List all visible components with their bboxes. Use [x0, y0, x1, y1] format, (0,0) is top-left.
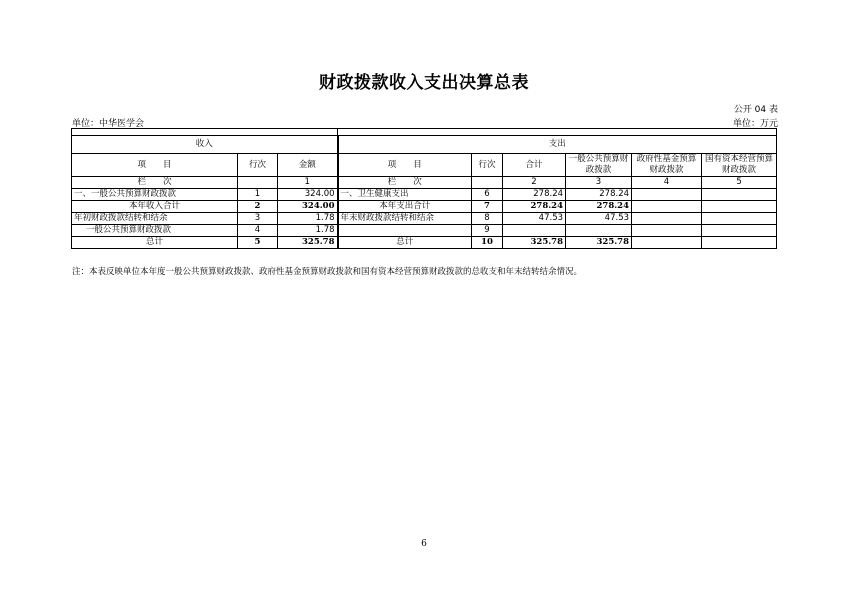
expense-total: 325.78	[503, 237, 566, 249]
expense-gov-fund	[632, 225, 702, 237]
budget-summary-table	[71, 128, 777, 249]
page-title: 财政拨款收入支出决算总表	[319, 73, 529, 93]
expense-total: 278.24	[503, 189, 566, 201]
col-index-amount: 1	[278, 177, 338, 189]
expense-state-capital	[702, 237, 777, 249]
expense-line: 9	[472, 225, 503, 237]
income-item: 年初财政拨款结转和结余	[72, 213, 238, 225]
expense-gov-fund	[632, 189, 702, 201]
section-header-row	[72, 136, 777, 154]
column-header-row	[72, 154, 777, 177]
col-index-general: 3	[566, 177, 632, 189]
expense-total: 47.53	[503, 213, 566, 225]
income-line: 4	[238, 225, 278, 237]
expense-section-header: 支出	[338, 136, 777, 154]
expense-state-capital	[702, 225, 777, 237]
expense-total-header: 合计	[503, 154, 566, 177]
income-line: 2	[238, 201, 278, 213]
expense-line: 6	[472, 189, 503, 201]
table-row	[72, 225, 777, 237]
expense-item: 总计	[338, 237, 472, 249]
table-row	[72, 189, 777, 201]
income-item: 一般公共预算财政拨款	[72, 225, 238, 237]
col-index-blank-2	[472, 177, 503, 189]
expense-line: 8	[472, 213, 503, 225]
income-item: 总计	[72, 237, 238, 249]
expense-item	[338, 225, 472, 237]
expense-general	[566, 225, 632, 237]
currency-unit: 单位：万元	[732, 119, 778, 129]
state-capital-header: 国有资本经营预算财政拨款	[702, 154, 777, 177]
expense-state-capital	[702, 213, 777, 225]
expense-state-capital	[702, 201, 777, 213]
expense-item-header: 项 目	[338, 154, 472, 177]
expense-item: 一、卫生健康支出	[338, 189, 472, 201]
income-line: 1	[238, 189, 278, 201]
form-number: 公开 04 表	[733, 105, 778, 115]
col-index-blank	[238, 177, 278, 189]
table-row	[72, 201, 777, 213]
expense-gov-fund	[632, 201, 702, 213]
expense-item: 本年支出合计	[338, 201, 472, 213]
expense-line: 10	[472, 237, 503, 249]
table-top-spacer	[72, 129, 777, 136]
gov-fund-header: 政府性基金预算财政拨款	[632, 154, 702, 177]
expense-line: 7	[472, 201, 503, 213]
expense-line-header: 行次	[472, 154, 503, 177]
income-amount: 1.78	[278, 225, 338, 237]
income-amount: 324.00	[278, 201, 338, 213]
income-amount: 1.78	[278, 213, 338, 225]
table-row	[72, 237, 777, 249]
income-item: 一、一般公共预算财政拨款	[72, 189, 238, 201]
unit-name: 单位：中华医学会	[72, 119, 145, 129]
expense-state-capital	[702, 189, 777, 201]
expense-general: 47.53	[566, 213, 632, 225]
expense-gov-fund	[632, 213, 702, 225]
income-amount: 325.78	[278, 237, 338, 249]
income-line: 5	[238, 237, 278, 249]
table-note: 注：本表反映单位本年度一般公共预算财政拨款、政府性基金预算财政拨款和国有资本经营预算财政拨款的总收支和年末结转结余情况。	[72, 267, 583, 277]
col-index-state-capital: 5	[702, 177, 777, 189]
col-index-gov-fund: 4	[632, 177, 702, 189]
expense-general: 278.24	[566, 189, 632, 201]
expense-general: 325.78	[566, 237, 632, 249]
income-item-header: 项 目	[72, 154, 238, 177]
expense-total: 278.24	[503, 201, 566, 213]
expense-gov-fund	[632, 237, 702, 249]
col-index-total: 2	[503, 177, 566, 189]
expense-general: 278.24	[566, 201, 632, 213]
income-item: 本年收入合计	[72, 201, 238, 213]
page-number: 6	[421, 539, 427, 549]
general-budget-header: 一般公共预算财政拨款	[566, 154, 632, 177]
expense-item: 年末财政拨款结转和结余	[338, 213, 472, 225]
col-index-label-2: 栏 次	[338, 177, 472, 189]
col-index-label: 栏 次	[72, 177, 238, 189]
income-line: 3	[238, 213, 278, 225]
expense-total	[503, 225, 566, 237]
income-amount: 324.00	[278, 189, 338, 201]
table-row	[72, 213, 777, 225]
income-section-header: 收入	[72, 136, 338, 154]
income-amount-header: 金额	[278, 154, 338, 177]
income-line-header: 行次	[238, 154, 278, 177]
column-index-row	[72, 177, 777, 189]
